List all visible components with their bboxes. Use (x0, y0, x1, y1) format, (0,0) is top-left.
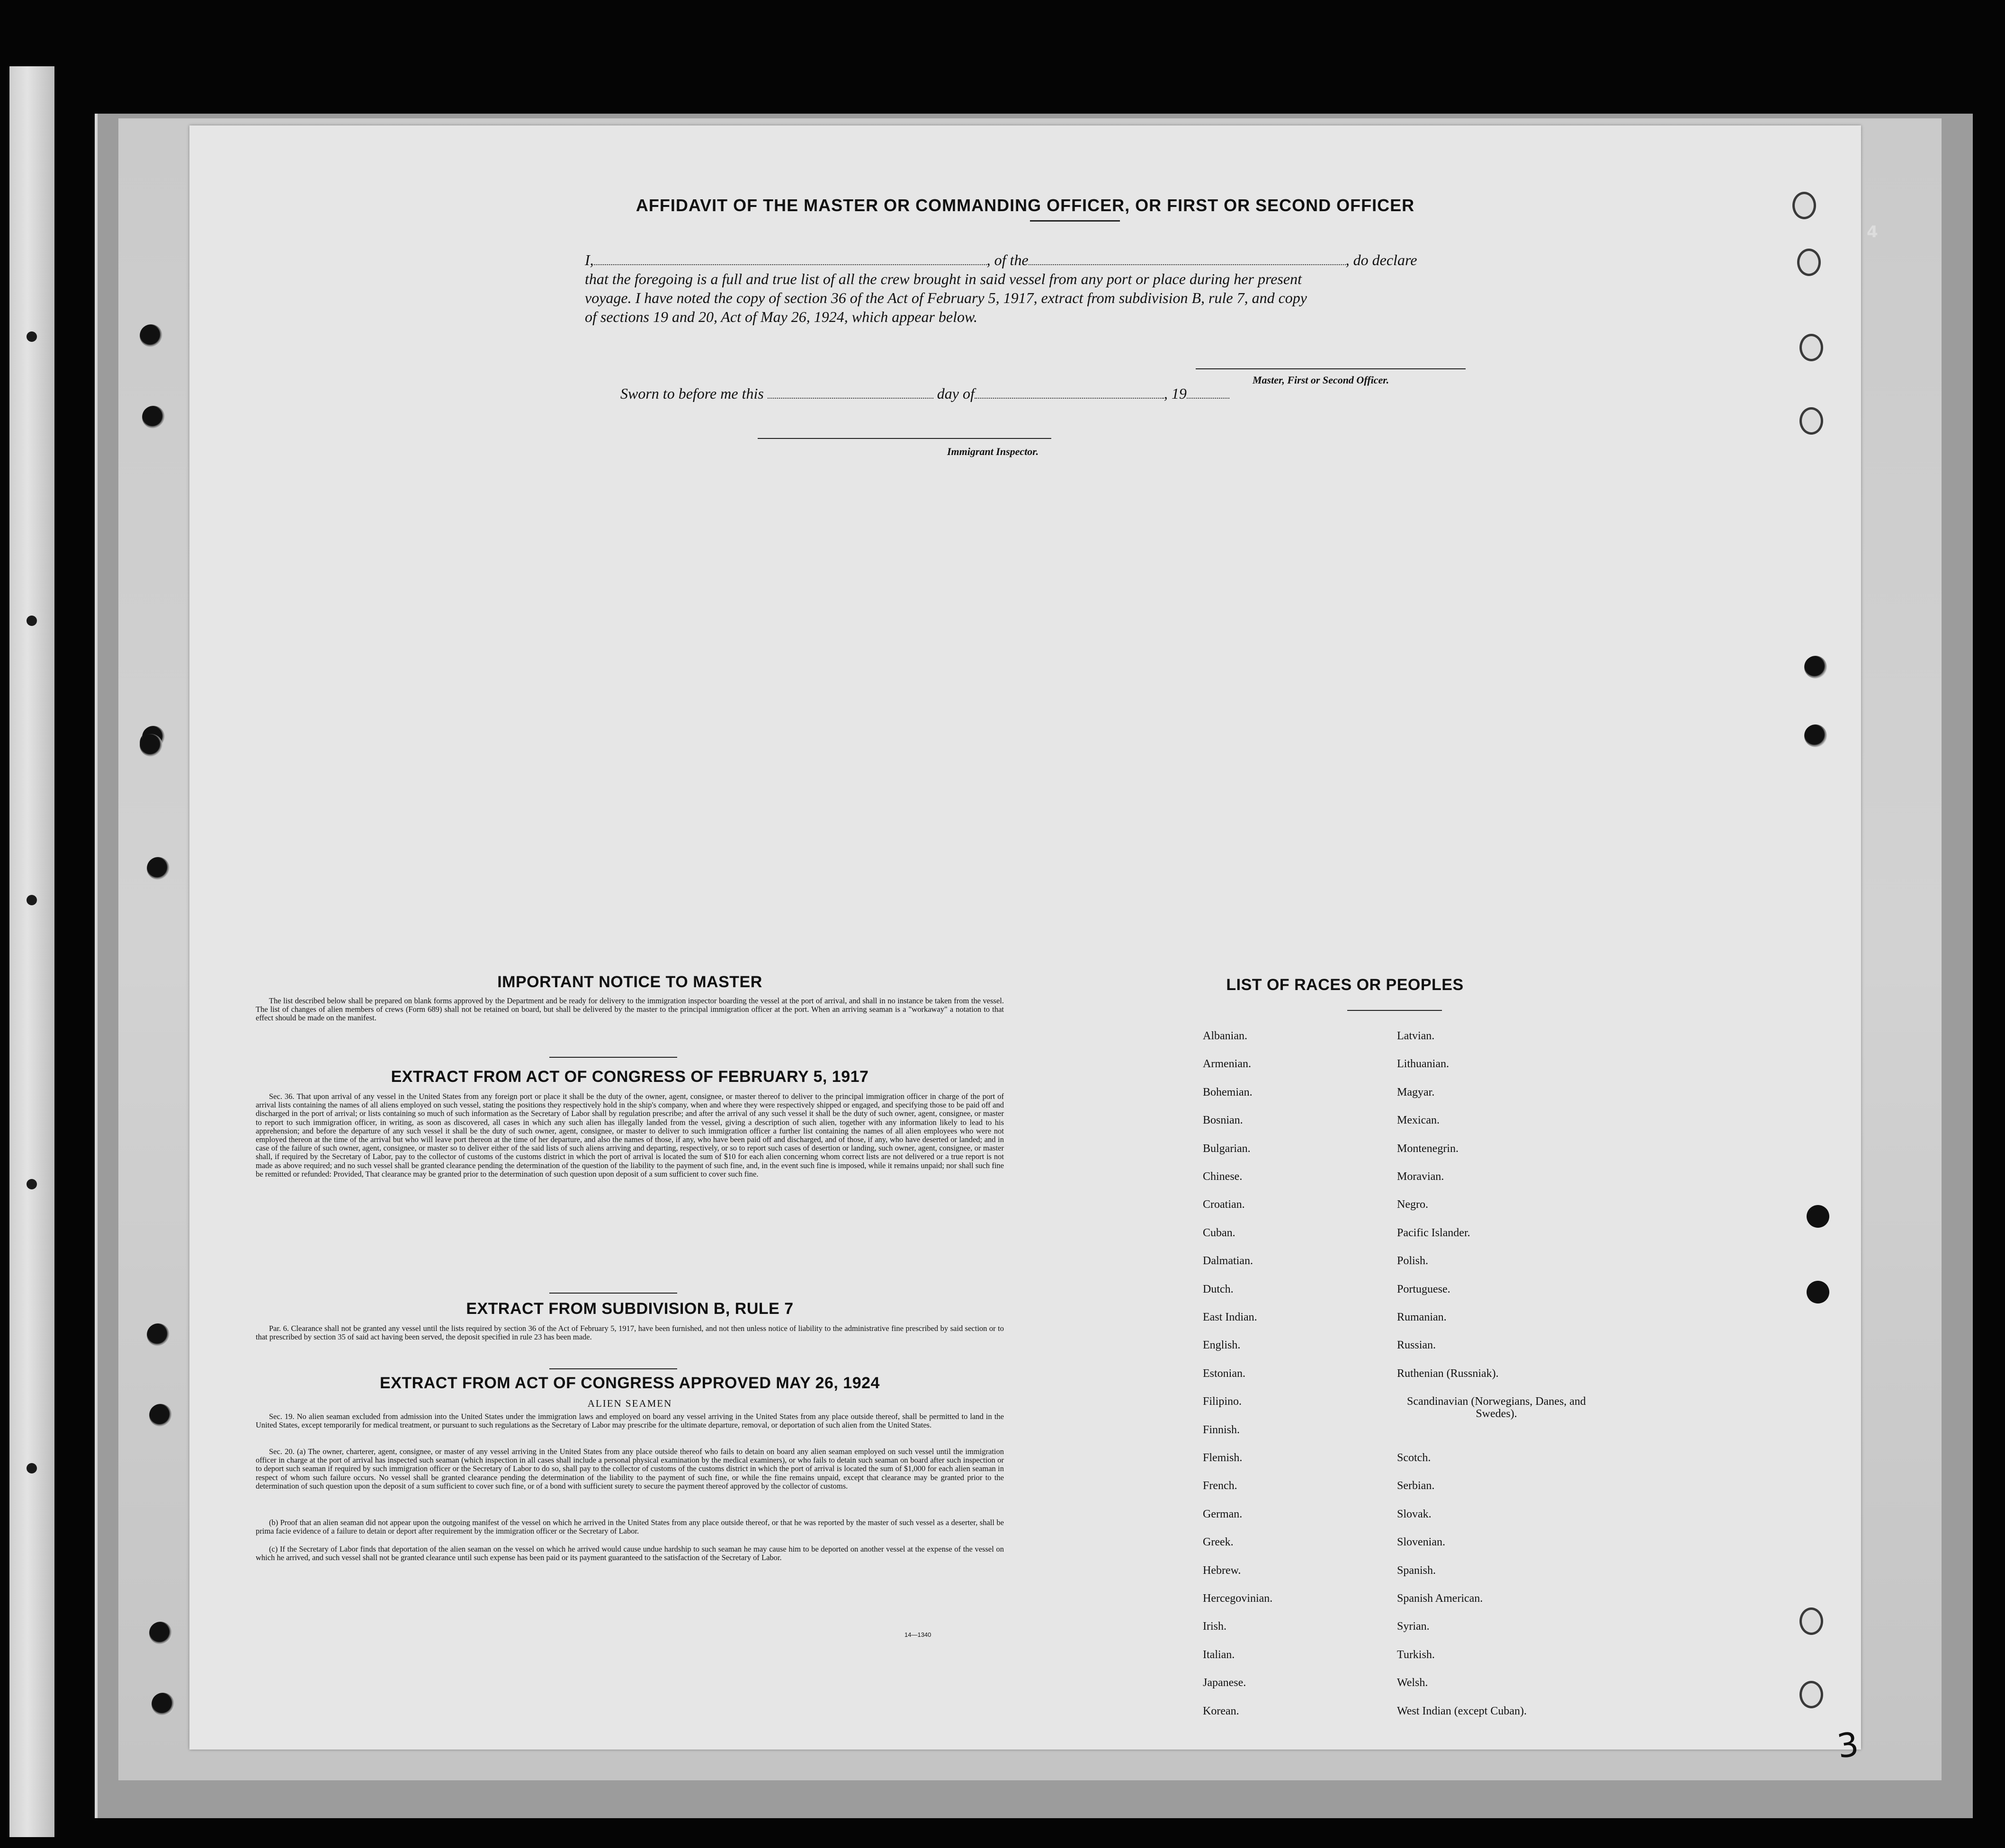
declarant-name-field[interactable] (594, 264, 987, 265)
race-item: East Indian. (1203, 1311, 1257, 1323)
crew-list-form-page (189, 125, 1862, 1766)
affidavit-line-2: that the foregoing is a full and true list of all the crew brought in said vessel from any port or place during her present (585, 270, 1302, 287)
strip-hole (27, 616, 37, 626)
race-item: Polish. (1397, 1255, 1429, 1268)
races-title: LIST OF RACES OR PEOPLES (1226, 976, 1464, 994)
race-item: Estonian. (1203, 1367, 1245, 1380)
punch-hole (142, 406, 165, 429)
race-item: West Indian (except Cuban). (1397, 1705, 1527, 1717)
ring-hole (1799, 1681, 1823, 1708)
race-item: Filipino. (1203, 1395, 1242, 1408)
race-item: Portuguese. (1397, 1283, 1450, 1295)
race-item: Russian. (1397, 1339, 1436, 1352)
race-item: Flemish. (1203, 1452, 1243, 1464)
race-item: Slovak. (1397, 1508, 1432, 1520)
race-item: Italian. (1203, 1648, 1235, 1661)
punch-hole (1807, 1205, 1829, 1228)
notice-text: The list described below shall be prepared on blank forms approved by the Department and be ready for delivery to the immigration inspector boarding the vessel at the port of arrival, and shall in no instance be taken from the vessel. The list of changes of alien members of crews (Form 689) shall not be retained on board, but shall be delivered by the master to the principal immigration officer at the port. When an arriving seaman is a "workaway" a notation to that effect should be made on the manifest. (256, 996, 1004, 1023)
race-item: Magyar. (1397, 1086, 1435, 1098)
race-item: Dalmatian. (1203, 1255, 1253, 1268)
race-item: Syrian. (1397, 1620, 1430, 1633)
race-item: Montenegrin. (1397, 1142, 1459, 1155)
race-item: Ruthenian (Russniak). (1397, 1367, 1499, 1380)
alien-seamen-subtitle: ALIEN SEAMEN (587, 1398, 672, 1409)
punch-hole (149, 1622, 172, 1644)
left-binding-strip (9, 66, 54, 1837)
strip-hole (27, 1179, 37, 1189)
race-item: Chinese. (1203, 1170, 1243, 1183)
race-item: Croatian. (1203, 1198, 1245, 1211)
pencil-page-number: 3 (1835, 1724, 1862, 1766)
sworn-year-field[interactable] (1187, 398, 1229, 399)
extract-rule7-title: EXTRACT FROM SUBDIVISION B, RULE 7 (466, 1300, 794, 1318)
sworn-line (620, 385, 1229, 402)
race-item: Dutch. (1203, 1283, 1234, 1295)
race-item: Moravian. (1397, 1170, 1444, 1183)
section-divider (549, 1293, 677, 1294)
extract-1924-title: EXTRACT FROM ACT OF CONGRESS APPROVED MAY 26, 1924 (380, 1374, 880, 1392)
race-item: Bosnian. (1203, 1114, 1243, 1127)
race-item: Mexican. (1397, 1114, 1440, 1127)
race-item: Irish. (1203, 1620, 1226, 1633)
affidavit-declare-label: , do declare (1345, 251, 1417, 268)
race-item: Armenian. (1203, 1058, 1251, 1071)
sec20a-text: Sec. 20. (a) The owner, charterer, agent, consignee, or master of any vessel arriving in the United States from any place outside thereof who fails to detain on board any alien seaman employed on such vessel until the immigration officer in charge at the port of arrival has inspected such seaman (which inspection in all cases shall include a personal physical examination by the medical examiners), or who fails to detain such seaman on board after such inspection or to deport such seaman if required by such immigration officer or the Secretary of Labor to do so, shall pay to the collector of customs of the customs district in which the port of arrival is located the sum of $1,000 for each alien seaman in respect of whom such failure occurs. No vessel shall be granted clearance pending the determination of the liability to the payment of such fine, or while the fine remains unpaid, except that clearance may be granted prior to the determination of such question upon the deposit of a sum sufficient to cover such fine, or of a bond with sufficient surety to secure the payment thereof approved by the collector of customs. (256, 1447, 1004, 1491)
race-item: Lithuanian. (1397, 1058, 1449, 1071)
vessel-name-field[interactable] (1029, 264, 1346, 265)
inspector-signature-line[interactable] (758, 438, 1051, 439)
notice-title: IMPORTANT NOTICE TO MASTER (497, 973, 762, 991)
punch-hole (140, 734, 162, 757)
race-item: Japanese. (1203, 1677, 1246, 1689)
extract-rule7-text: Par. 6. Clearance shall not be granted any vessel until the lists required by section 36 of the Act of February 5, 1917, have been furnished, and not then unless notice of liability to the administrative fine prescribed by said section or to that prescribed by section 35 of said act having been served, the deposit specified in rule 23 has been made. (256, 1324, 1004, 1342)
ring-hole (1797, 249, 1821, 276)
form-number: 14—1340 (904, 1631, 931, 1638)
section-divider (1347, 1010, 1442, 1011)
affidavit-line-4: of sections 19 and 20, Act of May 26, 1924, which appear below. (585, 308, 977, 325)
affidavit-of-the-label: , of the (986, 251, 1029, 268)
race-item: Cuban. (1203, 1226, 1235, 1239)
race-item: Rumanian. (1397, 1311, 1447, 1323)
sworn-label: Sworn to before me this (620, 385, 764, 402)
race-item: Spanish American. (1397, 1592, 1483, 1605)
race-item: Scandinavian (Norwegians, Danes, and Swedes). (1407, 1395, 1586, 1420)
race-item: German. (1203, 1508, 1243, 1520)
race-item: Hebrew. (1203, 1564, 1241, 1577)
ring-hole (1799, 1607, 1823, 1635)
punch-hole (147, 1323, 170, 1346)
race-item: Albanian. (1203, 1030, 1247, 1042)
punch-hole (1807, 1281, 1829, 1303)
race-item: Welsh. (1397, 1677, 1428, 1689)
punch-hole (147, 857, 170, 880)
sworn-month-field[interactable] (975, 398, 1164, 399)
affidavit-i-label: I, (585, 251, 594, 268)
race-item: Hercegovinian. (1203, 1592, 1273, 1605)
punch-hole (149, 1404, 172, 1427)
ring-hole (1799, 334, 1823, 361)
sworn-day-field[interactable] (768, 398, 933, 399)
sec20b-text: (b) Proof that an alien seaman did not appear upon the outgoing manifest of the vessel on which he arrived in the United States from any place outside thereof, or that he was reported by the master of such vessel as a deserter, shall be prima facie evidence of a failure to detain or deport after requirement by the immigration officer or the Secretary of Labor. (256, 1518, 1004, 1536)
master-signature-line[interactable] (1196, 368, 1466, 369)
affidavit-title: AFFIDAVIT OF THE MASTER OR COMMANDING OFFICER, OR FIRST OR SECOND OFFICER (636, 196, 1415, 215)
punch-hole (1804, 656, 1827, 678)
sec19-text: Sec. 19. No alien seaman excluded from admission into the United States under the immigration laws and employed on board any vessel arriving in the United States from any place outside thereof, shall be permitted to land in the United States, except temporarily for medical treatment, or pursuant to such regulations as the Secretary of Labor may prescribe for the ultimate departure, removal, or deportation of such alien from the United States. (256, 1412, 1004, 1430)
race-item: Negro. (1397, 1198, 1428, 1211)
strip-hole (27, 1463, 37, 1473)
year-prefix-label: , 19 (1164, 385, 1187, 402)
punch-hole (140, 324, 162, 347)
race-item: Serbian. (1397, 1480, 1435, 1492)
race-item: Bulgarian. (1203, 1142, 1251, 1155)
extract-1917-title: EXTRACT FROM ACT OF CONGRESS OF FEBRUARY 5, 1917 (391, 1068, 869, 1086)
extract-1917-text: Sec. 36. That upon arrival of any vessel in the United States from any foreign port or place it shall be the duty of the owner, agent, consignee, or master thereof to deliver to the principal immigration officer in charge of the port of arrival lists containing the names of all aliens employed on such vessel, stating the positions they respectively hold in the ship's company, when and where they were respectively shipped or engaged, and specifying those to be paid off and discharged in the port of arrival; or lists containing so much of such information as the Secretary of Labor shall by regulation prescribe; and after the arrival of any such vessel it shall be the duty of such owner, agent, consignee, or master to report to such immigration officer, in writing, as soon as discovered, all cases in which any such alien has illegally landed from the vessel, giving a description of such alien, together with any information likely to lead to his apprehension; and before the departure of any such vessel it shall be the duty of such owner, agent, consignee, or master to deliver to such immigration officer a further list containing the names of all alien employees who were not employed thereon at the time of the arrival but who will leave port thereon at the time of her departure, and also the names of those, if any, who have been paid off and discharged, and of those, if any, who have deserted or landed; and in case of the failure of such owner, agent, consignee, or master so to deliver either of the said lists of such aliens arriving and departing, respectively, or so to report such cases of desertion or landing, such owner, agent, consignee, or master shall, if required by the Secretary of Labor, pay to the collector of customs of the customs district in which the port of arrival is located the sum of $10 for each alien concerning whom correct lists are not delivered or a true report is not made as above required; and no such vessel shall be granted clearance pending the determination of the question of the liability to the payment of such fine, and, in the event such fine is imposed, while it remains unpaid; nor shall such fine be remitted or refunded: Provided, That clearance may be granted prior to the determination of such question upon deposit of a sum sufficient to cover such fine. (256, 1092, 1004, 1178)
strip-hole (27, 331, 37, 342)
affidavit-line-1 (585, 251, 1417, 269)
punch-hole (152, 1693, 174, 1715)
strip-hole (27, 895, 37, 905)
section-divider (549, 1368, 677, 1369)
punch-hole (1804, 724, 1827, 747)
inspector-caption: Immigrant Inspector. (947, 446, 1039, 457)
ring-hole (1799, 407, 1823, 435)
sec20c-text: (c) If the Secretary of Labor finds that deportation of the alien seaman on the vessel on which he arrived would cause undue hardship to such seaman he may cause him to be deported on another vessel at the expense of the vessel on which he arrived, and such vessel shall not be granted clearance until such expense has been paid or its payment guaranteed to the satisfaction of the Secretary of Labor. (256, 1544, 1004, 1562)
race-item: Bohemian. (1203, 1086, 1253, 1098)
race-item: Spanish. (1397, 1564, 1436, 1577)
race-item: Slovenian. (1397, 1536, 1445, 1549)
race-item: Korean. (1203, 1705, 1239, 1717)
margin-number: 4 (1867, 223, 1878, 241)
race-item: French. (1203, 1480, 1237, 1492)
title-divider (1030, 220, 1120, 222)
race-item: Pacific Islander. (1397, 1226, 1470, 1239)
race-item: Turkish. (1397, 1648, 1435, 1661)
race-item: Scotch. (1397, 1452, 1431, 1464)
affidavit-line-3: voyage. I have noted the copy of section 36 of the Act of February 5, 1917, extract from subdivision B, rule 7, and copy (585, 289, 1307, 306)
race-item: Greek. (1203, 1536, 1234, 1549)
race-item: English. (1203, 1339, 1241, 1352)
day-of-label: day of (937, 385, 975, 402)
race-item: Latvian. (1397, 1030, 1435, 1042)
master-signature-caption: Master, First or Second Officer. (1253, 374, 1389, 386)
race-item: Finnish. (1203, 1423, 1240, 1436)
section-divider (549, 1057, 677, 1058)
